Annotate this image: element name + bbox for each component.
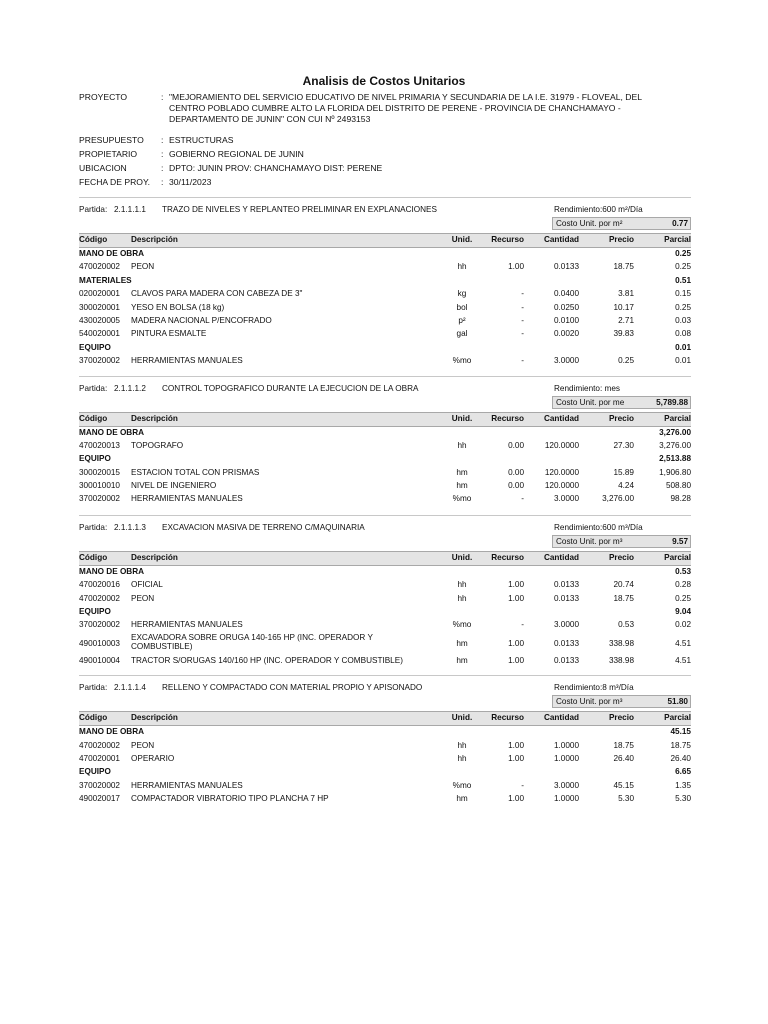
group-row [79,606,691,619]
cell-cant: 3.0000 [553,620,579,630]
group-subtotal: 9.04 [675,607,691,617]
cell-code: 540020001 [79,329,120,339]
cell-unid: hm [456,481,468,491]
cell-parc: 0.03 [675,315,691,325]
partida-code: 2.1.1.1.1 [114,205,146,214]
cell-cant: 120.0000 [544,440,579,450]
cell-rec: - [521,356,524,366]
group-subtotal: 3,276.00 [659,427,691,437]
cell-parc: 0.28 [675,580,691,590]
cell-code: 300020015 [79,467,120,477]
section-gap [79,507,691,515]
cell-code: 470020002 [79,593,120,603]
cell-prec: 0.25 [618,356,634,366]
cell-parc: 26.40 [670,753,691,763]
table-row [79,440,691,453]
column-header-unid: Unid. [451,413,473,423]
header-value: 30/11/2023 [169,177,212,187]
partida-code: 2.1.1.1.3 [114,522,146,532]
cell-parc: 5.30 [675,794,691,804]
section-gap [79,369,691,376]
cell-code: 490020017 [79,794,120,804]
table-row [79,633,691,655]
table-row [79,619,691,632]
cell-cant: 1.0000 [553,753,579,763]
cell-code: 470020013 [79,440,120,450]
cell-desc: OFICIAL [131,580,163,590]
column-header-cant: Cantidad [543,235,579,244]
cell-unid: hm [456,655,468,665]
header-row-presupuesto [79,135,689,146]
table-row [79,753,691,766]
cell-desc: ESTACION TOTAL CON PRISMAS [131,467,260,477]
cell-rec: - [521,494,524,504]
cell-prec: 3.81 [618,289,634,299]
cell-unid: hh [457,753,467,763]
table-row [79,593,691,606]
header-key: PRESUPUESTO [79,135,144,145]
group-row [79,726,691,739]
column-header-unid: Unid. [451,235,473,244]
cell-desc: MADERA NACIONAL P/ENCOFRADO [131,315,272,325]
cell-code: 020020001 [79,289,120,299]
cell-prec: 338.98 [608,655,634,665]
cell-desc: PINTURA ESMALTE [131,329,207,339]
cell-code: 470020002 [79,740,120,750]
column-header-code: Código [79,413,108,423]
cell-cant: 3.0000 [553,356,579,366]
table-header [79,233,691,248]
cell-parc: 0.15 [675,289,691,299]
unit-cost-label: Costo Unit. por m² [556,219,623,228]
cell-desc: PEON [131,740,155,750]
rendimiento: Rendimiento:600 m²/Día [554,205,643,214]
cell-code: 370020002 [79,494,120,504]
partida-block [79,675,691,806]
group-subtotal: 0.51 [675,275,691,285]
unit-cost-label: Costo Unit. por m³ [556,697,623,707]
cell-parc: 0.01 [675,356,691,366]
partida-description: RELLENO Y COMPACTADO CON MATERIAL PROPIO Y APISONADO [162,683,423,693]
group-row [79,342,691,355]
unit-cost-value: 51.80 [667,697,688,707]
partida-label: Partida: [79,522,108,532]
column-header-parc: Parcial [664,552,691,562]
column-header-prec: Precio [608,713,634,723]
section-gap [79,668,691,675]
cell-desc: PEON [131,593,155,603]
column-header-rec: Recurso [491,235,524,244]
cell-cant: 0.0020 [553,329,579,339]
cell-unid: bol [456,302,468,312]
header-row-fecha [79,177,689,188]
cell-desc: HERRAMIENTAS MANUALES [131,780,243,790]
cell-prec: 10.17 [613,302,634,312]
unit-cost-value: 9.57 [672,536,688,546]
group-row [79,248,691,261]
cell-prec: 15.89 [613,467,634,477]
cell-desc: HERRAMIENTAS MANUALES [131,356,243,366]
partida-header [79,675,691,695]
cell-unid: hh [457,740,467,750]
cell-desc: NIVEL DE INGENIERO [131,481,217,491]
cell-cant: 120.0000 [544,481,579,491]
cell-unid: %mo [452,620,472,630]
partida-code: 2.1.1.1.4 [114,683,146,693]
cell-prec: 27.30 [613,440,634,450]
header-key: FECHA DE PROY. [79,177,150,187]
cell-desc: EXCAVADORA SOBRE ORUGA 140-165 HP (INC. OPERADOR Y COMBUSTIBLE) [131,632,373,652]
partida-code: 2.1.1.1.2 [114,383,146,393]
cell-parc: 0.25 [675,593,691,603]
table-row [79,467,691,480]
header-row-proyecto [79,92,689,125]
cell-unid: %mo [452,494,472,504]
cell-parc: 1,906.80 [659,467,691,477]
cell-unid: hm [456,794,468,804]
cell-code: 470020016 [79,580,120,590]
header-value: GOBIERNO REGIONAL DE JUNIN [169,149,304,159]
cell-prec: 3,276.00 [602,494,634,504]
cell-rec: - [521,315,524,325]
group-row [79,453,691,466]
cell-rec: - [521,620,524,630]
group-row [79,275,691,288]
partida-block [79,376,691,515]
cell-rec: - [521,289,524,299]
header-colon: : [161,149,164,159]
rendimiento: Rendimiento:8 m³/Día [554,683,634,693]
cell-prec: 0.53 [618,620,634,630]
table-row [79,315,691,328]
column-header-code: Código [79,713,108,723]
cell-prec: 18.75 [613,740,634,750]
group-subtotal: 0.53 [675,566,691,576]
group-name: EQUIPO [79,767,111,777]
group-subtotal: 6.65 [675,767,691,777]
cell-rec: - [521,329,524,339]
table-row [79,261,691,274]
cell-cant: 0.0250 [553,302,579,312]
group-subtotal: 0.01 [675,342,691,352]
group-name: MANO DE OBRA [79,727,145,737]
group-name: MANO DE OBRA [79,427,145,437]
cell-unid: gal [456,329,468,339]
cell-code: 300020001 [79,302,120,312]
table-header [79,551,691,566]
group-name: MANO DE OBRA [79,249,145,258]
unit-cost-box [552,695,691,708]
cell-cant: 1.0000 [553,794,579,804]
cell-prec: 5.30 [618,794,634,804]
column-header-rec: Recurso [491,713,524,723]
group-row [79,766,691,779]
cell-unid: hh [457,580,467,590]
column-header-cant: Cantidad [543,552,579,562]
partida-block [79,197,691,376]
partida-description: EXCAVACION MASIVA DE TERRENO C/MAQUINARIA [162,522,365,532]
cell-rec: 1.00 [508,794,524,804]
cell-desc: CLAVOS PARA MADERA CON CABEZA DE 3" [131,289,303,299]
cell-cant: 120.0000 [544,467,579,477]
cell-prec: 4.24 [618,481,634,491]
cell-parc: 3,276.00 [659,440,691,450]
cell-rec: 0.00 [508,467,524,477]
cell-unid: p² [458,315,466,325]
cell-rec: 1.00 [508,638,524,648]
header-colon: : [161,135,164,145]
rendimiento: Rendimiento:600 m³/Día [554,522,643,532]
partida-header [79,197,691,217]
cell-rec: 0.00 [508,440,524,450]
header-key: UBICACION [79,163,127,173]
table-header [79,711,691,726]
header-value: DPTO: JUNIN PROV: CHANCHAMAYO DIST: PERENE [169,163,383,173]
group-name: EQUIPO [79,342,111,352]
column-header-rec: Recurso [491,413,524,423]
cell-prec: 18.75 [613,262,634,272]
cell-parc: 18.75 [670,740,691,750]
rendimiento: Rendimiento: mes [554,383,620,393]
cell-rec: 1.00 [508,580,524,590]
cell-unid: %mo [452,356,472,366]
cell-rec: 0.00 [508,481,524,491]
cell-parc: 98.28 [670,494,691,504]
cell-desc: TOPOGRAFO [131,440,184,450]
cell-cant: 3.0000 [553,494,579,504]
header-colon: : [161,177,164,187]
cell-parc: 0.25 [675,262,691,272]
column-header-desc: Descripción [131,235,178,244]
table-row [79,493,691,506]
table-row [79,655,691,668]
column-header-desc: Descripción [131,552,178,562]
partida-header [79,376,691,396]
cell-unid: kg [457,289,467,299]
cell-prec: 26.40 [613,753,634,763]
cell-parc: 4.51 [675,638,691,648]
cell-rec: 1.00 [508,655,524,665]
group-row [79,566,691,579]
partida-label: Partida: [79,383,108,393]
cell-unid: hh [457,593,467,603]
column-header-desc: Descripción [131,713,178,723]
header-value: "MEJORAMIENTO DEL SERVICIO EDUCATIVO DE NIVEL PRIMARIA Y SECUNDARIA DE LA I.E. 31979 - FLOVEAL, DEL CENTRO POBLADO CUMBRE ALTO LA FLORIDA DEL DISTRITO DE PERENE - PROVINCIA DE CHANCHAMAYO - DEPARTAMENTO DE JUNIN" CON CUI Nº 2493153 [169,92,642,124]
column-header-prec: Precio [608,235,634,244]
unit-cost-value: 0.77 [672,219,688,228]
cell-parc: 4.51 [675,655,691,665]
cell-code: 470020002 [79,262,120,272]
cell-parc: 0.02 [675,620,691,630]
group-subtotal: 45.15 [670,727,691,737]
unit-cost-box [552,396,691,409]
partida-description: CONTROL TOPOGRAFICO DURANTE LA EJECUCION DE LA OBRA [162,383,419,393]
cell-code: 490010003 [79,638,120,648]
partida-header [79,515,691,535]
cell-code: 300010010 [79,481,120,491]
header-row-propietario [79,149,689,160]
column-header-prec: Precio [608,413,634,423]
cell-parc: 1.35 [675,780,691,790]
unit-cost-box [552,535,691,548]
cell-unid: hm [456,467,468,477]
column-header-cant: Cantidad [543,413,579,423]
group-name: MANO DE OBRA [79,566,145,576]
group-subtotal: 2,513.88 [659,454,691,464]
unit-cost-label: Costo Unit. por me [556,397,625,407]
group-name: EQUIPO [79,607,111,617]
group-name: EQUIPO [79,454,111,464]
table-row [79,355,691,368]
cell-code: 490010004 [79,655,120,665]
cell-cant: 0.0133 [553,593,579,603]
cell-prec: 2.71 [618,315,634,325]
cell-prec: 39.83 [613,329,634,339]
group-subtotal: 0.25 [675,249,691,258]
cell-cant: 0.0133 [553,580,579,590]
unit-cost-label: Costo Unit. por m³ [556,536,623,546]
unit-cost-box [552,217,691,230]
project-header [79,92,689,191]
cell-cant: 0.0133 [553,655,579,665]
cell-code: 470020001 [79,753,120,763]
column-header-unid: Unid. [451,713,473,723]
column-header-code: Código [79,235,108,244]
table-header [79,412,691,427]
cell-code: 370020002 [79,780,120,790]
cell-rec: - [521,302,524,312]
column-header-code: Código [79,552,108,562]
unit-cost-value: 5,789.88 [656,397,688,407]
column-header-parc: Parcial [664,235,691,244]
cell-prec: 338.98 [608,638,634,648]
cell-desc: YESO EN BOLSA (18 kg) [131,302,225,312]
table-row [79,740,691,753]
cell-rec: 1.00 [508,262,524,272]
cell-cant: 3.0000 [553,780,579,790]
cell-cant: 1.0000 [553,740,579,750]
header-colon: : [161,92,164,102]
partida-block [79,515,691,675]
partida-description: TRAZO DE NIVELES Y REPLANTEO PRELIMINAR EN EXPLANACIONES [162,205,437,214]
cell-code: 370020002 [79,356,120,366]
column-header-parc: Parcial [664,713,691,723]
cell-cant: 0.0133 [553,638,579,648]
column-header-prec: Precio [608,552,634,562]
column-header-desc: Descripción [131,413,178,423]
cell-parc: 0.08 [675,329,691,339]
partidas-list [79,197,691,807]
cell-parc: 508.80 [665,481,691,491]
header-key: PROYECTO [79,92,128,102]
cell-desc: PEON [131,262,155,272]
header-row-ubicacion [79,163,689,174]
cell-rec: 1.00 [508,593,524,603]
header-key: PROPIETARIO [79,149,138,159]
partida-label: Partida: [79,205,108,214]
header-value: ESTRUCTURAS [169,135,234,145]
cell-desc: OPERARIO [131,753,175,763]
table-row [79,480,691,493]
table-row [79,579,691,592]
cell-rec: 1.00 [508,740,524,750]
table-row [79,302,691,315]
cell-code: 370020002 [79,620,120,630]
header-colon: : [161,163,164,173]
cell-code: 430020005 [79,315,120,325]
cell-prec: 20.74 [613,580,634,590]
cell-cant: 0.0100 [553,315,579,325]
table-row [79,780,691,793]
column-header-unid: Unid. [451,552,473,562]
cell-unid: hh [457,440,467,450]
table-row [79,793,691,806]
cell-cant: 0.0133 [553,262,579,272]
cell-unid: hh [457,262,467,272]
column-header-cant: Cantidad [543,713,579,723]
cell-desc: TRACTOR S/ORUGAS 140/160 HP (INC. OPERADOR Y COMBUSTIBLE) [131,655,403,665]
cell-desc: COMPACTADOR VIBRATORIO TIPO PLANCHA 7 HP [131,794,329,804]
table-row [79,288,691,301]
cell-rec: 1.00 [508,753,524,763]
cell-unid: %mo [452,780,472,790]
cell-cant: 0.0400 [553,289,579,299]
cell-prec: 45.15 [613,780,634,790]
document-title: Analisis de Costos Unitarios [302,74,466,88]
group-name: MATERIALES [79,275,132,285]
cell-rec: - [521,780,524,790]
column-header-rec: Recurso [491,552,524,562]
column-header-parc: Parcial [664,413,691,423]
cell-prec: 18.75 [613,593,634,603]
cell-desc: HERRAMIENTAS MANUALES [131,620,243,630]
cell-desc: HERRAMIENTAS MANUALES [131,494,243,504]
group-row [79,427,691,440]
cell-parc: 0.25 [675,302,691,312]
partida-label: Partida: [79,683,108,693]
cell-unid: hm [456,638,468,648]
table-row [79,328,691,341]
